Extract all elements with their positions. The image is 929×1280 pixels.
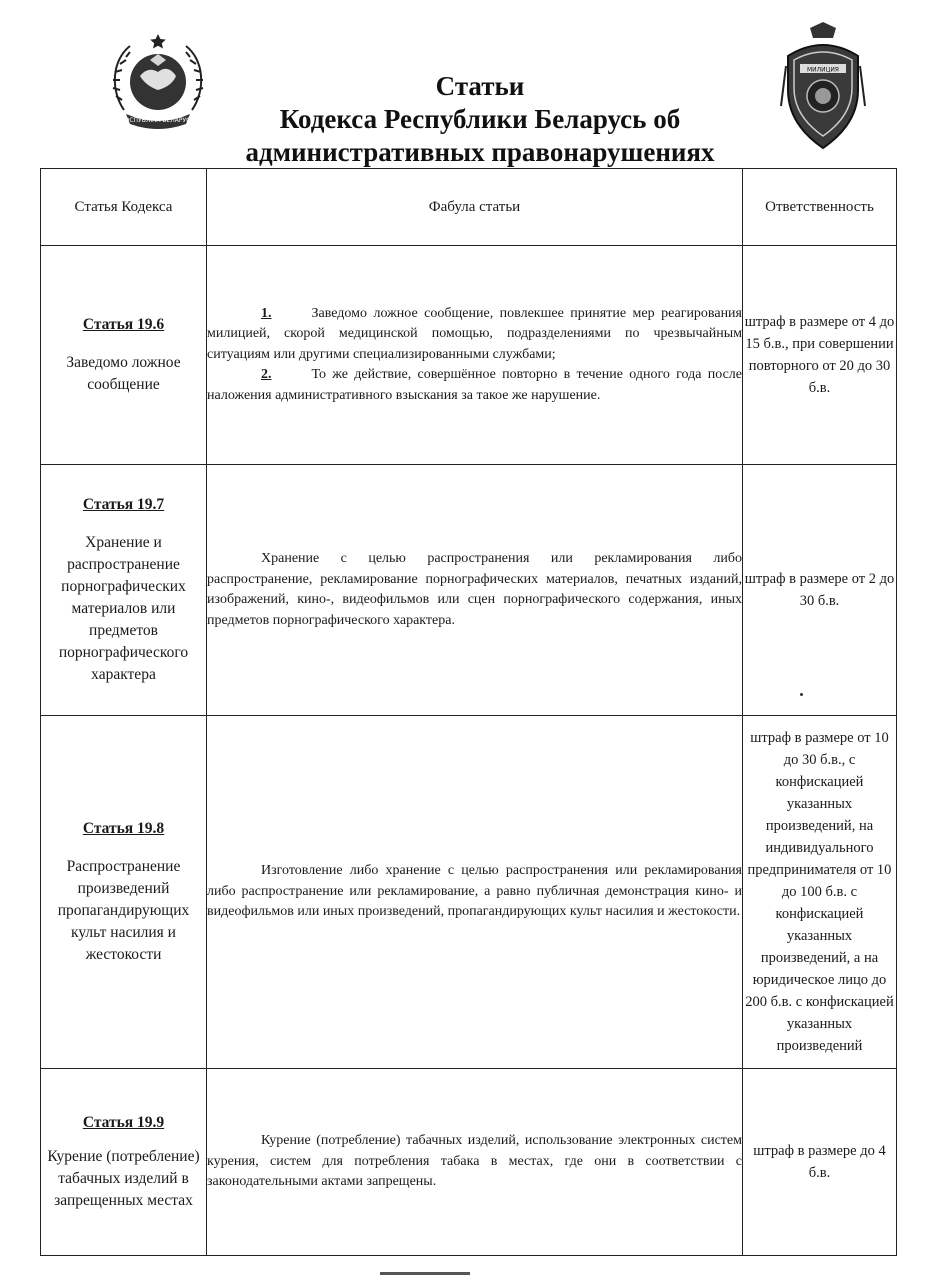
article-number: Статья 19.8 — [82, 820, 165, 837]
article-name: Курение (потребление) табачных изделий в запрещенных местах — [47, 1148, 200, 1209]
description-text: Хранение с целью распространения или рекламирования либо распространение, рекламирование порнографических материалов, печатных изданий, изображений, кино-, видеофильмов или сцен порнографического содержания, иных предметов порнографического характера. — [207, 551, 742, 628]
title-line-1: Статьи — [435, 71, 525, 101]
description-text: Курение (потребление) табачных изделий, использование электронных систем курения, систем для потребления табака в местах, где они в соответствии с законодательными актами запрещены. — [207, 1133, 742, 1190]
document-title — [200, 70, 760, 169]
description-text: Изготовление либо хранение с целью распространения или рекламирования либо распространение или рекламирование, а равно публичная демонстрация кино- и видеофильмов или иных произведений, пропагандирующих культ насилия и жестокости. — [207, 863, 742, 920]
description-cell — [207, 246, 743, 465]
table-header-row — [41, 169, 897, 246]
article-number: Статья 19.9 — [82, 1114, 165, 1131]
article-cell — [41, 716, 207, 1069]
responsibility-cell: штраф в размере от 10 до 30 б.в., с конфискацией указанных произведений, на индивидуального предпринимателя от 10 до 100 б.в. с конфискацией указанных произведений, а на юридическое лицо до 200 б.в. с конфискацией указанных произведений — [743, 716, 897, 1069]
table-row — [41, 246, 897, 465]
article-cell — [41, 246, 207, 465]
item-number: 1. — [261, 305, 272, 321]
responsibility-cell: штраф в размере до 4 б.в. — [743, 1069, 897, 1256]
article-name: Распространение произведений пропагандирующих культ насилия и жестокости — [57, 858, 190, 963]
description-cell — [207, 1069, 743, 1256]
belarus-emblem-icon — [104, 30, 212, 138]
title-line-3: административных правонарушениях — [245, 137, 715, 167]
description-cell — [207, 465, 743, 716]
table-row — [41, 1069, 897, 1256]
article-number: Статья 19.6 — [82, 316, 165, 333]
column-header-article: Статья Кодекса — [41, 169, 207, 246]
article-name: Хранение и распространение порнографических материалов или предметов порнографического характера — [58, 534, 189, 683]
article-cell — [41, 465, 207, 716]
description-cell — [207, 716, 743, 1069]
article-cell — [41, 1069, 207, 1256]
item-text: То же действие, совершённое повторно в течение одного года после наложения административного взыскания за такое же нарушение. — [207, 367, 742, 403]
article-number: Статья 19.7 — [82, 496, 165, 513]
shield-banner: МИЛИЦИЯ — [807, 66, 839, 74]
column-header-description: Фабула статьи — [207, 169, 743, 246]
scan-speck — [800, 693, 803, 696]
scan-artifact — [380, 1272, 470, 1275]
title-line-2: Кодекса Республики Беларусь об — [279, 104, 681, 134]
item-number: 2. — [261, 367, 272, 383]
articles-table — [40, 168, 897, 1256]
item-text: Заведомо ложное сообщение, повлекшее принятие мер реагирования милицией, скорой медицинской помощью, подразделениями по чрезвычайным ситуациям или другими специализированными службами; — [207, 305, 742, 362]
emblem-motto: РЭСПУБЛІКА БЕЛАРУСЬ — [121, 117, 195, 124]
responsibility-cell: штраф в размере от 2 до 30 б.в. — [743, 465, 897, 716]
column-header-responsibility: Ответственность — [743, 169, 897, 246]
responsibility-cell: штраф в размере от 4 до 15 б.в., при совершении повторного от 20 до 30 б.в. — [743, 246, 897, 465]
article-name: Заведомо ложное сообщение — [66, 354, 181, 393]
table-row — [41, 465, 897, 716]
militia-shield-icon — [780, 22, 866, 150]
table-row — [41, 716, 897, 1069]
